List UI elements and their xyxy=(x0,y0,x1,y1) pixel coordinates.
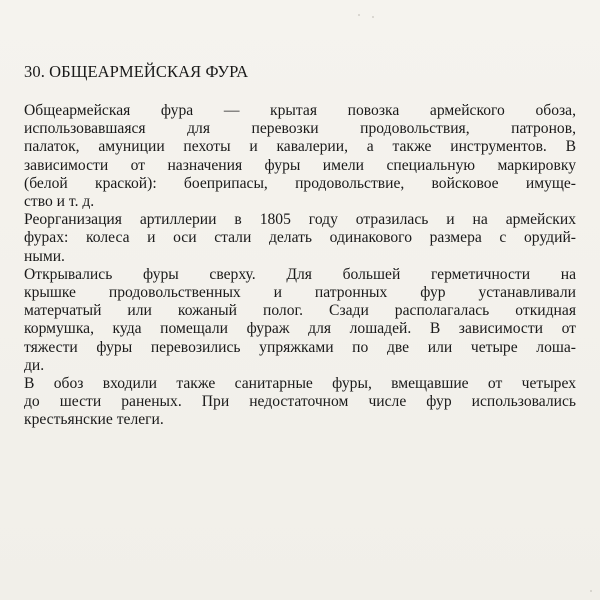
scan-speck xyxy=(590,590,592,592)
text-line: кормушка, куда помещали фураж для лошадей. В зависимости от xyxy=(24,320,576,338)
text-line: крестьянские телеги. xyxy=(24,411,164,429)
text-line: фурах: колеса и оси стали делать одинакового размера с орудий- xyxy=(24,229,576,247)
text-line: В обоз входили также санитарные фуры, вмещавшие от четырех xyxy=(24,375,576,393)
paragraph-3 xyxy=(24,266,576,375)
text-line: использовавшаяся для перевозки продовольствия, патронов, xyxy=(24,120,576,138)
text-line: ство и т. д. xyxy=(24,193,95,211)
text-line: (белой краской): боеприпасы, продовольствие, войсковое имуще- xyxy=(24,174,576,192)
text-line: ными. xyxy=(24,247,65,265)
section-heading: 30. ОБЩЕАРМЕЙСКАЯ ФУРА xyxy=(24,62,249,81)
paragraph-1 xyxy=(24,102,576,211)
text-line: Общеармейская фура — крытая повозка армейского обоза, xyxy=(24,102,576,119)
text-line: до шести раненых. При недостаточном числе фур использовались xyxy=(24,393,576,411)
scan-speck xyxy=(358,14,360,16)
scan-speck xyxy=(372,16,374,18)
text-line: зависимости от назначения фуры имели специальную маркировку xyxy=(24,156,576,174)
document-body xyxy=(24,62,576,430)
text-line: матерчатый или кожаный полог. Сзади располагалась откидная xyxy=(24,302,576,320)
text-line: ди. xyxy=(24,356,45,374)
text-line: Открывались фуры сверху. Для большей герметичности на xyxy=(24,265,576,283)
text-line: тяжести фуры перевозились упряжками по две или четыре лоша- xyxy=(24,338,576,356)
paragraph-2 xyxy=(24,211,576,266)
text-line: палаток, амуниции пехоты и кавалерии, а также инструментов. В xyxy=(24,138,576,156)
text-line: крышке продовольственных и патронных фур устанавливали xyxy=(24,284,576,302)
paragraph-4 xyxy=(24,375,576,430)
text-line: Реорганизация артиллерии в 1805 году отразилась и на армейских xyxy=(24,211,576,229)
